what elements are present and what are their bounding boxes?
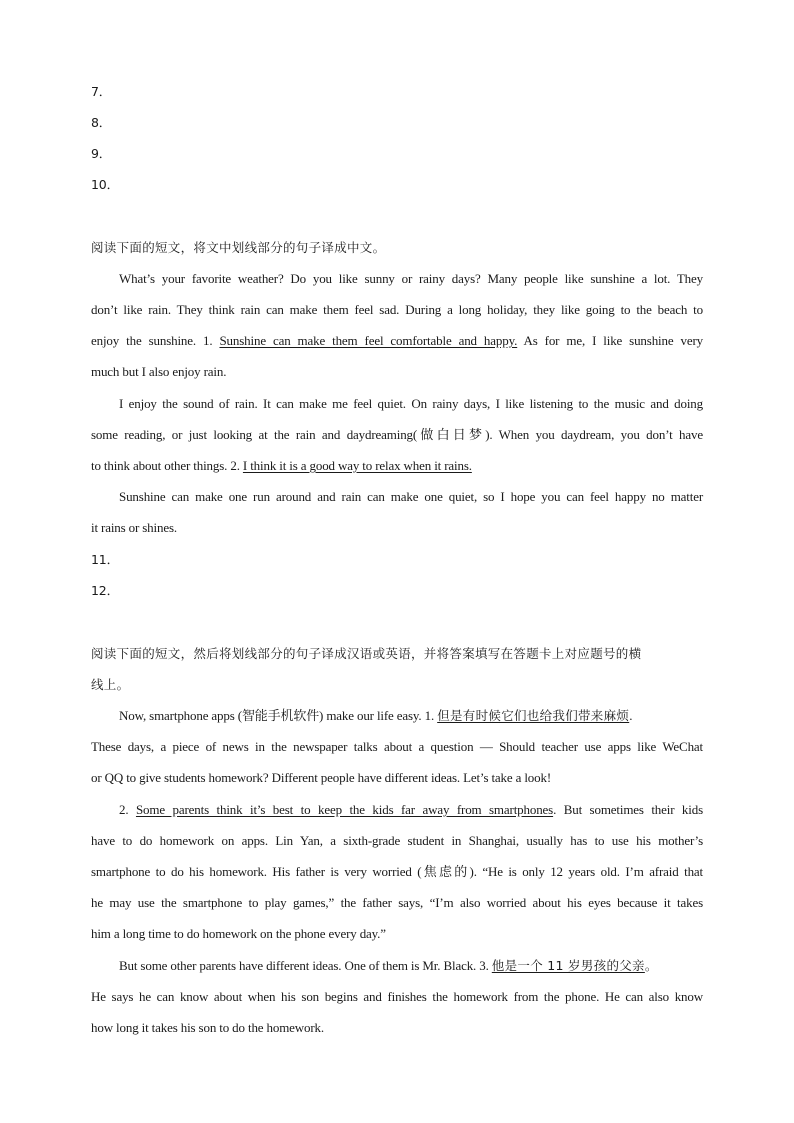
- section3-instruction: 线上。: [91, 677, 130, 692]
- passage-line: much but I also enjoy rain.: [91, 364, 227, 379]
- passage-line: have to do homework on apps. Lin Yan, a sixth-grade student in Shanghai, usually has to use his mother’s: [91, 833, 703, 848]
- passage-text: enjoy the sunshine. 1.: [91, 333, 220, 348]
- passage-line: how long it takes his son to do the homework.: [91, 1020, 325, 1035]
- passage-text: to think about other things. 2.: [91, 458, 243, 473]
- section2-instruction: 阅读下面的短文，将文中划线部分的句子译成中文。: [91, 240, 386, 255]
- passage-text: Now, smartphone apps (智能手机软件) make our life easy. 1.: [119, 708, 438, 723]
- underlined-sentence-1: Sunshine can make them feel comfortable and happy.: [219, 333, 518, 348]
- passage-line: him a long time to do homework on the phone every day.”: [91, 926, 386, 941]
- passage-line: it rains or shines.: [91, 520, 177, 535]
- passage-line: don’t like rain. They think rain can make them feel sad. During a long holiday, they like going to the beach to: [91, 302, 703, 317]
- section3-instruction: 阅读下面的短文，然后将划线部分的句子译成汉语或英语，并将答案填写在答题卡上对应题号的横: [91, 646, 642, 661]
- passage-line: [119, 800, 703, 820]
- passage-text: But some other parents have different ideas. One of them is Mr. Black. 3.: [119, 958, 492, 973]
- passage-text: 2.: [119, 802, 136, 817]
- answer-number-9: 9．: [91, 146, 112, 161]
- passage-line: or QQ to give students homework? Different people have different ideas. Let’s take a look!: [91, 770, 552, 785]
- answer-number-7: 7．: [91, 84, 112, 99]
- passage-line: [91, 331, 703, 351]
- answer-number-8: 8．: [91, 115, 112, 130]
- passage-line: some reading, or just looking at the rain and daydreaming(做白日梦). When you daydream, you don’t have: [91, 427, 703, 442]
- passage-line: He says he can know about when his son begins and finishes the homework from the phone. He can also know: [91, 989, 703, 1004]
- passage-line: Sunshine can make one run around and rain can make one quiet, so I hope you can feel happy no matter: [119, 489, 703, 504]
- passage-line: smartphone to do his homework. His father is very worried (焦虑的). “He is only 12 years old. I’m afraid that: [91, 864, 703, 879]
- passage-text: .: [629, 708, 633, 723]
- underlined-sentence-3: 他是一个 11 岁男孩的父亲: [491, 958, 645, 973]
- answer-number-11: 11．: [91, 552, 119, 567]
- answer-number-10: 10．: [91, 177, 119, 192]
- passage-line: [119, 706, 703, 726]
- underlined-sentence-1: 但是有时候它们也给我们带来麻烦: [437, 708, 630, 723]
- passage-text: 。: [644, 958, 658, 973]
- passage-line: he may use the smartphone to play games,” the father says, “I’m also worried about his eyes because it takes: [91, 895, 703, 910]
- passage-line: [119, 956, 703, 976]
- underlined-sentence-2: Some parents think it’s best to keep the kids far away from smartphones: [135, 802, 554, 817]
- passage-line: [91, 456, 703, 476]
- answer-number-12: 12．: [91, 583, 119, 598]
- passage-text: As for me, I like sunshine very: [517, 333, 703, 348]
- passage-line: These days, a piece of news in the newspaper talks about a question — Should teacher use apps like WeChat: [91, 739, 703, 754]
- underlined-sentence-2: I think it is a good way to relax when it rains.: [242, 458, 472, 473]
- passage-line: What’s your favorite weather? Do you like sunny or rainy days? Many people like sunshine a lot. They: [119, 271, 703, 286]
- passage-line: I enjoy the sound of rain. It can make me feel quiet. On rainy days, I like listening to the music and doing: [119, 396, 703, 411]
- passage-text: . But sometimes their kids: [553, 802, 703, 817]
